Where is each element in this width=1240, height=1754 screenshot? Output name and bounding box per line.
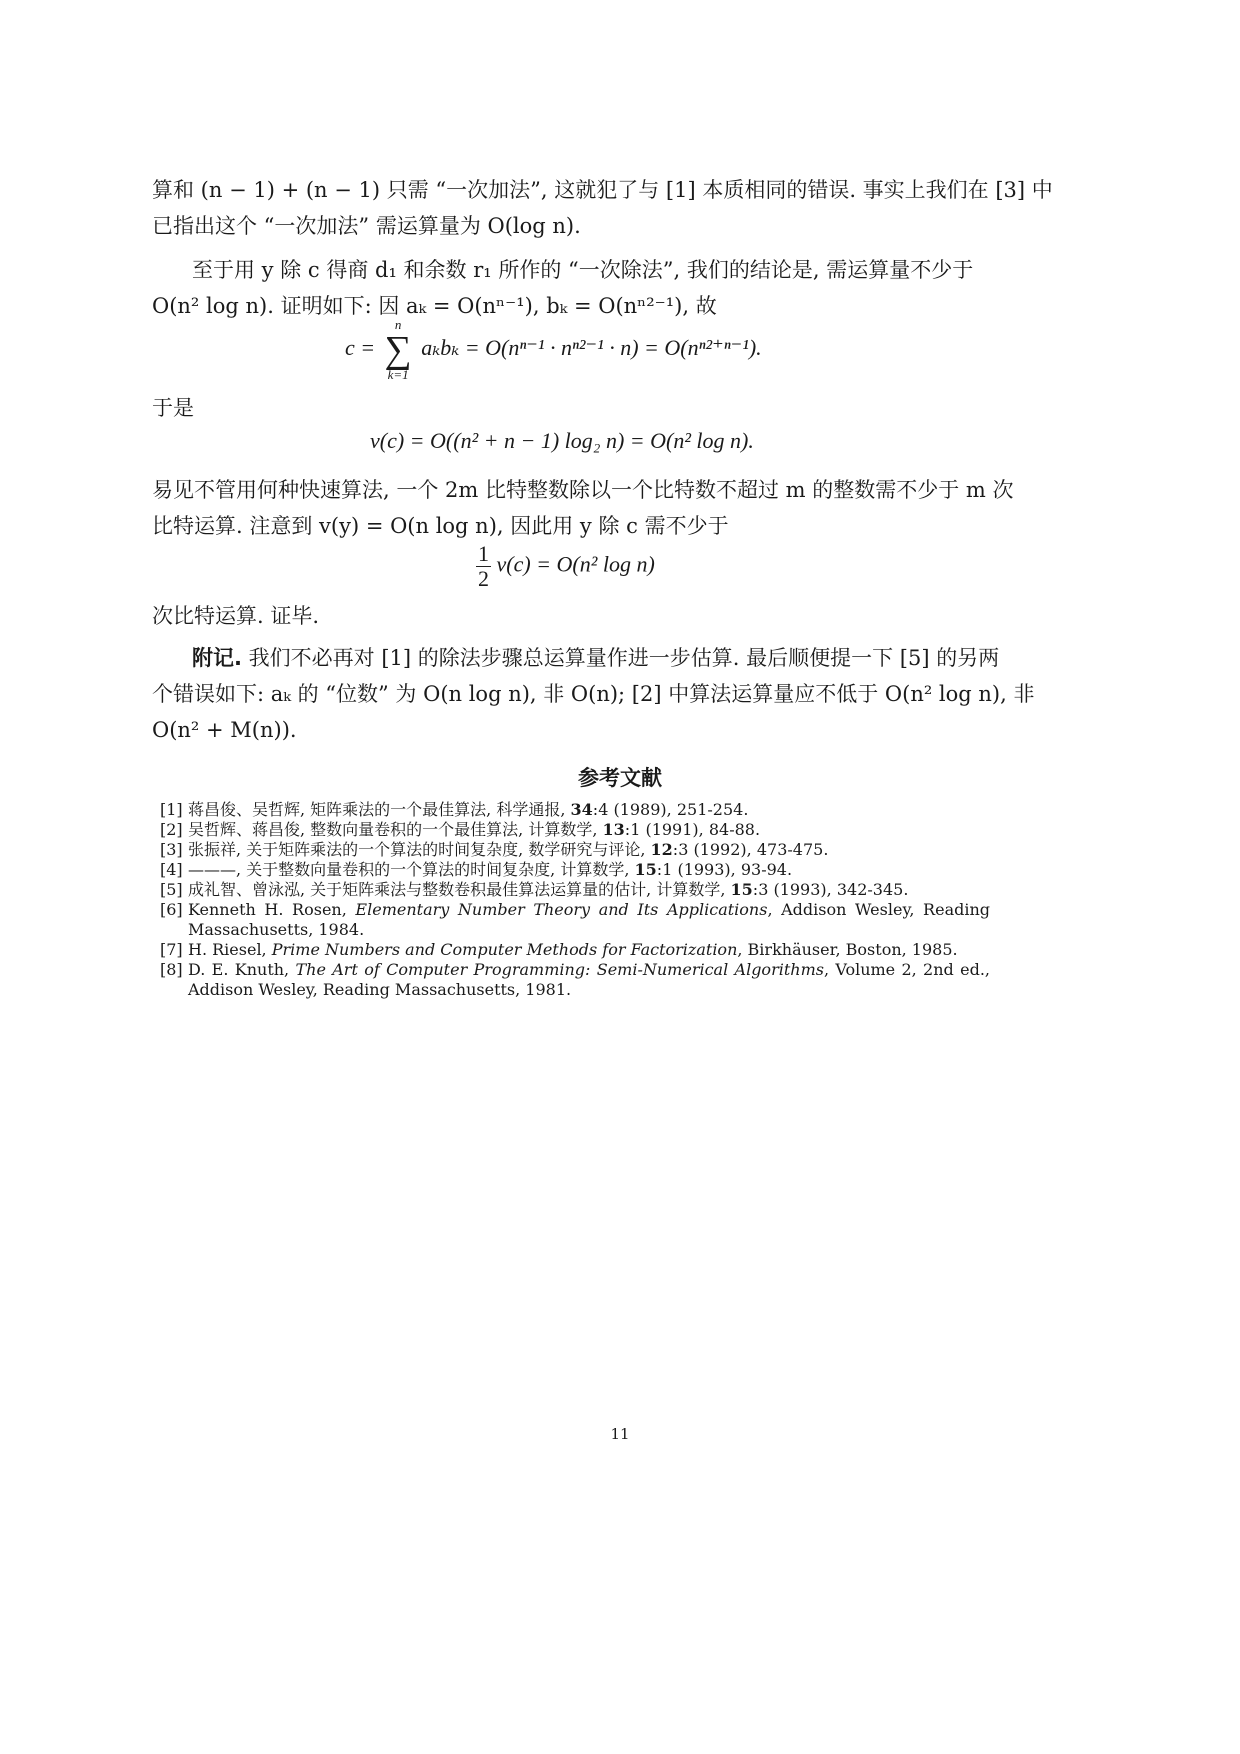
reference-body — [188, 900, 990, 940]
reference-tag: [7] — [160, 940, 183, 959]
reference-body — [188, 940, 990, 960]
paragraph-3-line-2: 比特运算. 注意到 v(y) = O(n log n), 因此用 y 除 c 需不少于 — [152, 514, 729, 538]
reference-tag: [1] — [160, 800, 183, 819]
reference-body — [188, 880, 990, 900]
equation-sum-lhs: c = — [345, 335, 376, 361]
reference-item-3 — [160, 840, 990, 860]
reference-tag: [2] — [160, 820, 183, 839]
appendix-line-1 — [192, 640, 1000, 676]
reference-body — [188, 820, 990, 840]
reference-text: D. E. Knuth, — [188, 960, 296, 979]
page-number: 11 — [610, 1425, 630, 1443]
appendix-text-1: 我们不必再对 [1] 的除法步骤总运算量作进一步估算. 最后顺便提一下 [5] 的另两 — [248, 646, 1000, 670]
equation-sum-rhs: aₖbₖ = O(nⁿ⁻¹ · nⁿ²⁻¹ · n) = O(nⁿ²⁺ⁿ⁻¹). — [421, 335, 762, 361]
reference-text: , Volume 2, 2nd ed., Addison Wesley, Reading Massachusetts, 1981. — [188, 960, 990, 999]
reference-volume: 34 — [570, 800, 593, 819]
equation-sum — [345, 318, 762, 382]
reference-list — [160, 800, 990, 1000]
reference-body — [188, 960, 990, 1000]
paragraph-1-line-2: 已指出这个 “一次加法” 需运算量为 O(log n). — [152, 214, 581, 238]
reference-text: H. Riesel, — [188, 940, 272, 959]
sum-upper-limit: n — [394, 317, 402, 332]
equation-complexity: v(c) = O((n² + n − 1) log₂ n) = O(n² log n). — [370, 428, 754, 453]
reference-volume: 12 — [650, 840, 673, 859]
reference-text: Kenneth H. Rosen, — [188, 900, 356, 919]
paragraph-2-line-1: 至于用 y 除 c 得商 d₁ 和余数 r₁ 所作的 “一次除法”, 我们的结论是, 需运算量不少于 — [192, 258, 974, 282]
reference-volume: 15 — [634, 860, 657, 879]
reference-text: :3 (1992), 473-475. — [672, 840, 829, 859]
appendix-label: 附记. — [192, 646, 242, 670]
reference-text: 吴哲辉、蒋昌俊, 整数向量卷积的一个最佳算法, 计算数学, — [188, 820, 603, 839]
reference-body — [188, 860, 990, 880]
fraction-denominator: 2 — [478, 566, 489, 591]
reference-text: :3 (1993), 342-345. — [752, 880, 909, 899]
reference-text: ———, 关于整数向量卷积的一个算法的时间复杂度, 计算数学, — [188, 860, 635, 879]
text-yushi: 于是 — [152, 396, 194, 420]
reference-text: , Addison Wesley, Reading Massachusetts, 1984. — [188, 900, 991, 939]
sum-lower-limit: k=1 — [387, 367, 409, 382]
reference-body — [188, 800, 990, 820]
reference-text: :1 (1993), 93-94. — [656, 860, 793, 879]
fraction-one-half — [476, 542, 491, 591]
reference-item-6 — [160, 900, 990, 940]
equation-half — [476, 542, 655, 591]
reference-item-7 — [160, 940, 990, 960]
reference-item-8 — [160, 960, 990, 1000]
reference-title: Prime Numbers and Computer Methods for Factorization — [271, 940, 738, 959]
reference-text: 张振祥, 关于矩阵乘法的一个算法的时间复杂度, 数学研究与评论, — [188, 840, 651, 859]
reference-body — [188, 840, 990, 860]
reference-text: :1 (1991), 84-88. — [624, 820, 761, 839]
sum-symbol: ∑ — [384, 329, 412, 371]
reference-text: :4 (1989), 251-254. — [592, 800, 749, 819]
equation-half-rest: v(c) = O(n² log n) — [496, 551, 655, 577]
text-end-of-proof: 次比特运算. 证毕. — [152, 604, 320, 628]
appendix-line-3: O(n² + M(n)). — [152, 718, 297, 742]
reference-text: 蒋昌俊、吴哲辉, 矩阵乘法的一个最佳算法, 科学通报, — [188, 800, 571, 819]
reference-title: Elementary Number Theory and Its Applications — [355, 900, 768, 919]
reference-volume: 13 — [602, 820, 625, 839]
sum-operator — [385, 318, 412, 382]
reference-volume: 15 — [730, 880, 753, 899]
reference-tag: [4] — [160, 860, 183, 879]
reference-item-1 — [160, 800, 990, 820]
appendix-line-2: 个错误如下: aₖ 的 “位数” 为 O(n log n), 非 O(n); [2] 中算法运算量应不低于 O(n² log n), 非 — [152, 682, 1035, 706]
reference-text: 成礼智、曾泳泓, 关于矩阵乘法与整数卷积最佳算法运算量的估计, 计算数学, — [188, 880, 731, 899]
references-heading: 参考文献 — [578, 766, 662, 790]
paragraph-2-line-2: O(n² log n). 证明如下: 因 aₖ = O(nⁿ⁻¹), bₖ = O(nⁿ²⁻¹), 故 — [152, 294, 717, 318]
reference-title: The Art of Computer Programming: Semi-Numerical Algorithms — [295, 960, 824, 979]
reference-tag: [6] — [160, 900, 183, 919]
reference-tag: [5] — [160, 880, 183, 899]
reference-item-4 — [160, 860, 990, 880]
paragraph-3-line-1: 易见不管用何种快速算法, 一个 2m 比特整数除以一个比特数不超过 m 的整数需不少于 m 次 — [152, 478, 1014, 502]
reference-item-5 — [160, 880, 990, 900]
reference-tag: [8] — [160, 960, 183, 979]
paragraph-1-line-1: 算和 (n − 1) + (n − 1) 只需 “一次加法”, 这就犯了与 [1] 本质相同的错误. 事实上我们在 [3] 中 — [152, 178, 1053, 202]
reference-item-2 — [160, 820, 990, 840]
fraction-numerator: 1 — [478, 541, 489, 566]
reference-tag: [3] — [160, 840, 183, 859]
reference-text: , Birkhäuser, Boston, 1985. — [737, 940, 958, 959]
